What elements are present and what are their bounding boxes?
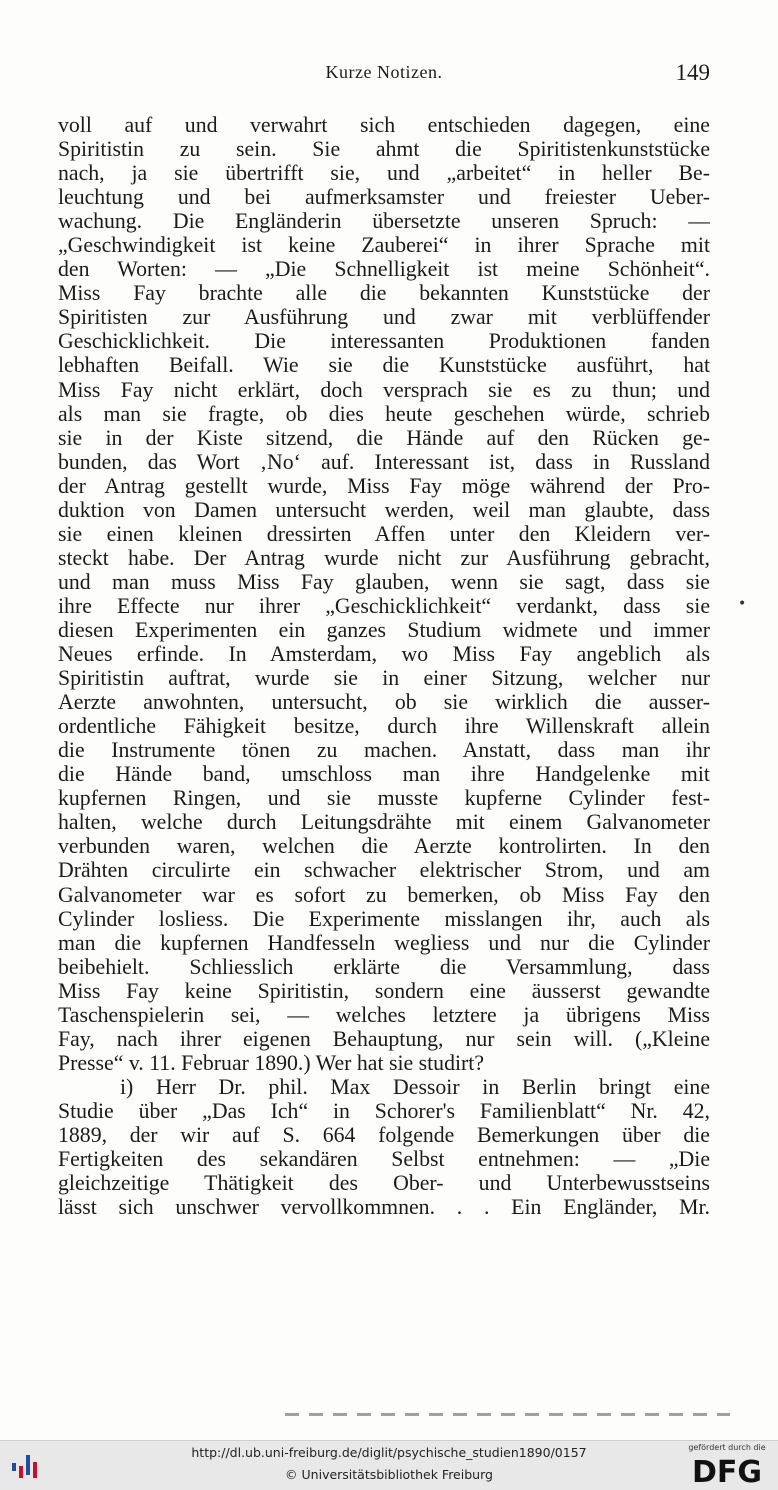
text-line: 1889, der wir auf S. 664 folgende Bemerkungen über die	[58, 1122, 710, 1147]
text-line: ordentliche Fähigkeit besitze, durch ihre Willenskraft allein	[58, 714, 710, 739]
text-line: verbunden waren, welchen die Aerzte kontrolirten. In den	[58, 834, 710, 859]
page-header	[58, 60, 710, 92]
text-line: diesen Experimenten ein ganzes Studium widmete und immer	[58, 617, 710, 642]
text-line: und man muss Miss Fay glauben, wenn sie sagt, dass sie	[58, 569, 710, 594]
body-text	[58, 113, 710, 1219]
text-line: die Hände band, umschloss man ihre Handgelenke mit	[58, 762, 710, 787]
text-line: Studie über „Das Ich“ in Schorer's Familienblatt“ Nr. 42,	[58, 1098, 710, 1123]
text-line: lässt sich unschwer vervollkommnen. . . Ein Engländer, Mr.	[58, 1195, 710, 1220]
text-line: sie einen kleinen dressirten Affen unter den Kleidern ver-	[58, 521, 710, 546]
text-line: die Instrumente tönen zu machen. Anstatt, dass man ihr	[58, 738, 710, 763]
text-line: Aerzte anwohnten, untersucht, ob sie wirklich die ausser-	[58, 690, 710, 715]
text-line: leuchtung und bei aufmerksamster und freiester Ueber-	[58, 185, 710, 210]
text-line: der Antrag gestellt wurde, Miss Fay möge während der Pro-	[58, 473, 710, 498]
text-line: Geschicklichkeit. Die interessanten Produktionen fanden	[58, 329, 710, 354]
text-line: Neues erfinde. In Amsterdam, wo Miss Fay angeblich als	[58, 642, 710, 667]
text-line: Spiritistin auftrat, wurde sie in einer Sitzung, welcher nur	[58, 666, 710, 691]
text-line: voll auf und verwahrt sich entschieden dagegen, eine	[58, 113, 710, 137]
text-line: nach, ja sie übertrifft sie, und „arbeitet“ in heller Be-	[58, 161, 710, 186]
text-line: den Worten: — „Die Schnelligkeit ist meine Schönheit“.	[58, 257, 710, 282]
bottom-scan-artifact	[285, 1413, 730, 1416]
text-line: wachung. Die Engländerin übersetzte unseren Spruch: —	[58, 209, 710, 234]
running-title: Kurze Notizen.	[325, 62, 443, 82]
scan-speck: •	[738, 596, 747, 612]
text-line: „Geschwindigkeit ist keine Zauberei“ in ihrer Sprache mit	[58, 233, 710, 258]
dfg-logo-text: DFG	[691, 1455, 763, 1486]
permalink-url[interactable]: http://dl.ub.uni-freiburg.de/diglit/psychische_studien1890/0157	[191, 1445, 587, 1460]
text-line: ihre Effecte nur ihrer „Geschicklichkeit“ verdankt, dass sie	[58, 593, 710, 618]
copyright-notice: © Universitätsbibliothek Freiburg	[285, 1467, 493, 1482]
text-line: Presse“ v. 11. Februar 1890.) Wer hat sie studirt?	[58, 1050, 485, 1075]
page-number: 149	[675, 60, 710, 85]
text-line: steckt habe. Der Antrag wurde nicht zur Ausführung gebracht,	[58, 545, 710, 570]
text-line: i) Herr Dr. phil. Max Dessoir in Berlin bringt eine	[120, 1074, 710, 1099]
text-line: Fay, nach ihrer eigenen Behauptung, nur sein will. („Kleine	[58, 1026, 710, 1051]
text-line: duktion von Damen untersucht werden, weil man glaubte, dass	[58, 497, 710, 522]
text-line: gleichzeitige Thätigkeit des Ober- und Unterbewusstseins	[58, 1171, 710, 1196]
dfg-caption: gefördert durch die	[688, 1443, 766, 1452]
text-line: Spiritisten zur Ausführung und zwar mit verblüffender	[58, 305, 710, 330]
text-line: sie in der Kiste sitzend, die Hände auf den Rücken ge-	[58, 425, 710, 450]
text-line: Drähten circulirte ein schwacher elektrischer Strom, und am	[58, 858, 710, 883]
text-line: Taschenspielerin sei, — welches letztere ja übrigens Miss	[58, 1002, 710, 1027]
text-line: bunden, das Wort ‚No‘ auf. Interessant ist, dass in Russland	[58, 449, 710, 474]
text-line: man die kupfernen Handfesseln wegliess und nur die Cylinder	[58, 930, 710, 955]
text-line: halten, welche durch Leitungsdrähte mit einem Galvanometer	[58, 810, 710, 835]
text-line: Cylinder losliess. Die Experimente misslangen ihr, auch als	[58, 906, 710, 931]
text-line: als man sie fragte, ob dies heute geschehen würde, schrieb	[58, 401, 710, 426]
text-line: Spiritistin zu sein. Sie ahmt die Spiritistenkunststücke	[58, 137, 710, 162]
text-line: Miss Fay nicht erklärt, doch versprach sie es zu thun; und	[58, 377, 710, 402]
text-line: kupfernen Ringen, und sie musste kupferne Cylinder fest-	[58, 786, 710, 811]
text-line: beibehielt. Schliesslich erklärte die Versammlung, dass	[58, 954, 710, 979]
text-line: Miss Fay brachte alle die bekannten Kunststücke der	[58, 281, 710, 306]
text-line: lebhaften Beifall. Wie sie die Kunststücke ausführt, hat	[58, 353, 710, 378]
dfg-logo-icon	[686, 1454, 768, 1486]
text-line: Miss Fay keine Spiritistin, sondern eine äusserst gewandte	[58, 978, 710, 1003]
text-line: Fertigkeiten des sekandären Selbst entnehmen: — „Die	[58, 1147, 710, 1172]
viewer-footer	[0, 1440, 778, 1490]
text-line: Galvanometer war es sofort zu bemerken, ob Miss Fay den	[58, 882, 710, 907]
